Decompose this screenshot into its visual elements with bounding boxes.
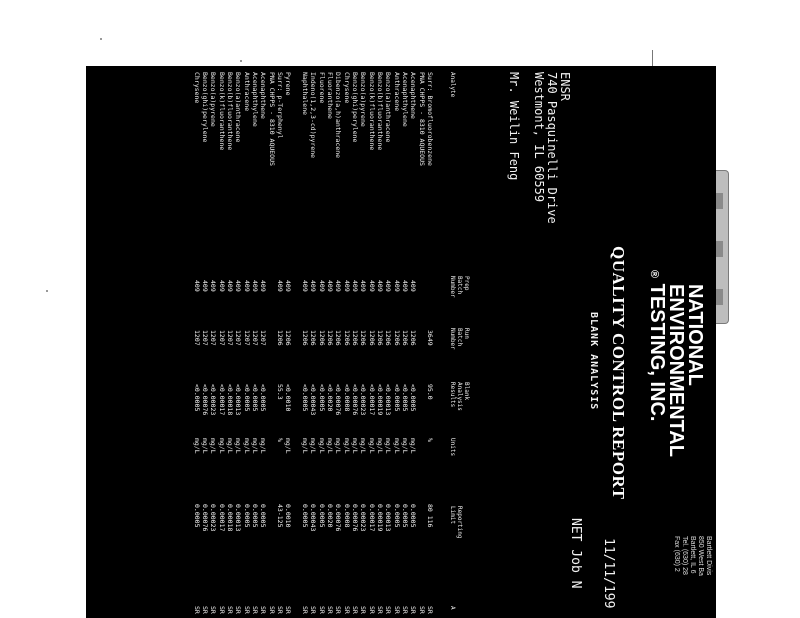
table-cell-p: 409 [326,280,335,292]
company-address-block [672,536,712,576]
binder-tab [714,170,729,324]
table-cell-a: Acenaphthylene [401,72,410,127]
table-cell-a: Benzo(b)fluoranthene [226,72,235,151]
scan-speck [100,38,102,40]
table-cell-b: <0.0010 [284,384,293,412]
table-cell-r: 1206 [309,330,318,346]
table-cell-r: 1207 [201,330,210,346]
col-header-blank-l1: Blank [463,382,470,401]
table-cell-x: SR [334,606,343,614]
table-cell-r: 1207 [251,330,260,346]
table-cell-u: mg/L [401,438,410,454]
table-cell-l: 0.0020 [326,504,335,528]
table-cell-p: 409 [301,280,310,292]
table-cell-a: Anthracene [392,72,401,112]
table-cell-a: Indeno(1,2,3-cd)pyrene [309,72,318,159]
table-cell-b: <0.00019 [376,384,385,416]
table-row [401,66,409,618]
table-row [351,66,359,618]
table-cell-a: Benzo(a)pyrene [359,72,368,127]
table-cell-p: 409 [251,280,260,292]
table-cell-p: 409 [351,280,360,292]
table-cell-u: mg/L [226,438,235,454]
table-cell-b: <0.00017 [367,384,376,416]
table-cell-b: <0.0005 [259,384,268,412]
table-cell-r: 1206 [284,330,293,346]
table-cell-p: 409 [384,280,393,292]
table-cell-r: 1206 [392,330,401,346]
table-cell-r: 1206 [342,330,351,346]
table-cell-r: 1206 [401,330,410,346]
table-cell-a: Benzo(a)pyrene [209,72,218,127]
table-cell-b: <0.0005 [251,384,260,412]
table-cell-l: 0.00019 [376,504,385,532]
table-cell-b: <0.00023 [359,384,368,416]
table-row [384,66,392,618]
client-line: 740 Pasquinelli Drive [545,72,559,224]
col-header-units: Units [449,438,456,457]
table-cell-b: <0.00076 [201,384,210,416]
report-subtitle: BLANK ANALYSIS [588,312,599,411]
table-cell-u: mg/L [251,438,260,454]
table-cell-x: SR [301,606,310,614]
table-cell-x: SR [376,606,385,614]
table-row [217,66,225,618]
table-cell-b: <0.00013 [234,384,243,416]
table-cell-r: 1206 [334,330,343,346]
table-cell-u: mg/L [242,438,251,454]
table-cell-u: mg/L [201,438,210,454]
table-cell-l: 0.00076 [334,504,343,532]
table-cell-u: mg/L [301,438,310,454]
table-row [259,66,267,618]
table-cell-p: 409 [242,280,251,292]
company-name-line2: ENVIRONMENTAL [665,284,687,457]
table-cell-p: 409 [317,280,326,292]
table-cell-x: SR [317,606,326,614]
table-cell-u: mg/L [409,438,418,454]
table-row [251,66,259,618]
table-cell-r: 1206 [326,330,335,346]
table-cell-a: Benzo(a)anthracene [234,72,243,143]
table-cell-x: SR [326,606,335,614]
table-cell-a: Chrysene [342,72,351,104]
scanned-report-page [86,66,716,618]
table-cell-a: Benzo(a)anthracene [384,72,393,143]
table-cell-l: 0.0010 [284,504,293,528]
table-cell-u: mg/L [359,438,368,454]
table-cell-a: Acenaphthene [259,72,268,119]
table-cell-l: 0.00076 [351,504,360,532]
table-cell-p: 409 [234,280,243,292]
table-cell-b: <0.0005 [392,384,401,412]
table-cell-r: 1207 [234,330,243,346]
table-cell-b: 95.0 [426,384,434,400]
table-cell-p: 409 [226,280,235,292]
table-cell-p: 409 [309,280,318,292]
address-line: 850 West Ba [697,536,704,576]
col-header-run [449,328,470,350]
client-contact: Mr. Weilin Feng [507,72,521,181]
table-cell-r: 1206 [351,330,360,346]
table-cell-u: mg/L [309,438,318,454]
table-cell-a: Benzo(k)fluoranthene [367,72,376,151]
table-cell-u: mg/L [284,438,293,454]
col-header-run-l1: Run [463,328,470,339]
table-cell-x: SR [201,606,210,614]
table-cell-l: 0.0005 [409,504,418,528]
address-line: Tel. (630) 28 [681,536,688,575]
table-row [359,66,367,618]
table-cell-x: SR [234,606,243,614]
table-cell-p: 409 [201,280,210,292]
col-header-blank-l2: Analysis [456,382,463,411]
address-line: Fax (630) 2 [673,536,680,572]
table-cell-l: 0.0005 [242,504,251,528]
table-cell-u: mg/L [217,438,226,454]
job-number: NET Job N [568,518,583,589]
table-cell-u: mg/L [234,438,243,454]
table-row [192,66,200,618]
table-cell-a: Fluoranthene [326,72,335,119]
col-header-reporting-l2: Limit [449,506,456,525]
table-cell-x: SR [342,606,351,614]
table-cell-x: SR [367,606,376,614]
table-cell-r: 1206 [301,330,310,346]
table-cell-p: 409 [342,280,351,292]
table-cell-p: 409 [217,280,226,292]
table-row [342,66,350,618]
registered-mark: ® [648,270,660,279]
table-row [334,66,342,618]
table-cell-l: 0.0005 [251,504,260,528]
table-cell-l: 0.0005 [401,504,410,528]
table-cell-a: Dibenzo(a,h)anthracene [334,72,343,159]
table-cell-u: % [276,438,285,442]
table-cell-a: Benzo(k)fluoranthene [217,72,226,151]
table-cell-r: 3649 [426,330,434,346]
table-cell-a: Anthracene [242,72,251,112]
col-header-analyte: Analyte [449,72,456,98]
company-name-line1: NATIONAL [684,284,706,386]
table-cell-b: <0.00043 [309,384,318,416]
table-row [234,66,242,618]
table-cell-l: 0.0005 [301,504,310,528]
col-header-prep [449,276,470,298]
col-header-blank-l3: Results [449,382,456,408]
table-cell-u: mg/L [259,438,268,454]
table-row [301,66,309,618]
col-header-reporting [449,506,463,539]
table-row [317,66,325,618]
table-row [376,66,384,618]
rotated-report-content [86,66,716,618]
table-cell-l: 0.00043 [309,504,318,532]
table-row [201,66,209,618]
table-row [209,66,217,618]
table-cell-b: <0.0005 [317,384,326,412]
table-cell-l: 0.00023 [359,504,368,532]
table-row [426,66,434,618]
table-cell-x: SR [276,606,285,614]
table-cell-p: 409 [409,280,418,292]
table-cell-u: mg/L [334,438,343,454]
table-cell-p: 409 [192,280,201,292]
table-cell-x: SR [384,606,393,614]
table-cell-x: SR [226,606,235,614]
table-cell-p: 409 [276,280,285,292]
table-cell-l: 80 116 [426,504,434,528]
table-row [392,66,400,618]
table-cell-x: SR [417,606,426,614]
table-cell-l: 43-125 [276,504,285,528]
table-row [409,66,417,618]
client-line: ENSR [558,72,572,101]
table-cell-p: 409 [392,280,401,292]
table-cell-u: mg/L [376,438,385,454]
scan-speck [240,60,242,62]
table-cell-a: Pyrene [284,72,293,96]
table-cell-a: Benzo(b)fluoranthene [376,72,385,151]
table-row [292,66,300,618]
table-cell-x: SR [409,606,418,614]
table-cell-x: SR [209,606,218,614]
table-cell-l: 0.0005 [192,504,201,528]
table-cell-r: 1207 [192,330,201,346]
table-cell-b: <0.0005 [242,384,251,412]
table-row [226,66,234,618]
scan-tick-mark [652,50,653,66]
table-row [367,66,375,618]
table-row [242,66,250,618]
table-cell-l: 0.0005 [317,504,326,528]
table-cell-r: 1206 [359,330,368,346]
table-cell-x: SR [242,606,251,614]
table-cell-l: 0.00017 [217,504,226,532]
table-cell-b: 55.3 [276,384,285,400]
table-cell-a: Acenaphthylene [251,72,260,127]
table-cell-r: 1207 [226,330,235,346]
table-cell-l: 0.0008 [342,504,351,528]
table-cell-a: PNA CHPPS - 8310 AQUEOUS [267,72,276,166]
table-cell-b: <0.00076 [351,384,360,416]
table-cell-x: SR [401,606,410,614]
table-cell-b: <0.0005 [401,384,410,412]
table-cell-u: mg/L [384,438,393,454]
table-cell-r: 1206 [409,330,418,346]
col-header-prep-l3: Number [449,276,456,298]
table-cell-l: 0.00013 [234,504,243,532]
table-cell-a: Surr: p-Terphenyl [276,72,285,139]
table-cell-x: SR [267,606,276,614]
table-cell-l: 0.0005 [392,504,401,528]
address-line: Bartlett, IL 6 [689,536,696,574]
table-row [276,66,284,618]
table-cell-b: <0.0005 [192,384,201,412]
table-cell-p: 409 [259,280,268,292]
table-cell-x: SR [309,606,318,614]
table-cell-b: <0.00017 [217,384,226,416]
table-cell-u: % [426,438,434,442]
table-cell-r: 1206 [384,330,393,346]
company-name-line3-text: TESTING, INC. [646,283,668,422]
table-cell-u: mg/L [317,438,326,454]
table-cell-a: Surr: Bromofluorobenzene [426,72,434,166]
table-cell-u: mg/L [209,438,218,454]
table-cell-l: 0.00013 [384,504,393,532]
table-cell-x: SR [217,606,226,614]
table-cell-a: Chrysene [192,72,201,104]
col-header-run-l2: Batch [456,328,463,347]
table-cell-x: SR [426,606,434,614]
table-cell-u: mg/L [351,438,360,454]
table-cell-l: 0.00017 [367,504,376,532]
table-cell-u: mg/L [392,438,401,454]
table-cell-r: 1206 [317,330,326,346]
table-cell-x: SR [192,606,201,614]
table-cell-x: SR [251,606,260,614]
col-header-blank [449,382,470,411]
table-row [417,66,425,618]
table-cell-r: 1207 [209,330,218,346]
col-header-prep-l2: Batch [456,276,463,295]
table-cell-r: 1207 [259,330,268,346]
table-cell-b: <0.0005 [409,384,418,412]
table-cell-a: Acenaphthene [409,72,418,119]
table-cell-l: 0.00018 [226,504,235,532]
table-row [326,66,334,618]
company-name-line3 [644,270,666,421]
table-cell-a: Fluorene [317,72,326,104]
table-cell-a: Benzo(ghi)perylene [351,72,360,143]
table-cell-u: mg/L [326,438,335,454]
table-cell-b: <0.00076 [334,384,343,416]
scan-speck [46,290,48,292]
table-cell-p: 409 [359,280,368,292]
table-cell-b: <0.0005 [301,384,310,412]
table-cell-l: 0.0005 [259,504,268,528]
table-cell-x: SR [284,606,293,614]
report-title: QUALITY CONTROL REPORT [609,246,628,500]
table-cell-p: 409 [284,280,293,292]
table-row [284,66,292,618]
client-line: Westmont, IL 60559 [532,72,546,203]
table-row [309,66,317,618]
table-cell-a: Naphthalene [301,72,310,116]
table-cell-u: mg/L [367,438,376,454]
table-cell-l: 0.00023 [209,504,218,532]
report-date: 11/11/199 [601,538,616,609]
table-cell-p: 409 [367,280,376,292]
table-cell-u: mg/L [342,438,351,454]
table-cell-r: 1206 [376,330,385,346]
table-cell-x: SR [259,606,268,614]
table-cell-r: 1207 [217,330,226,346]
table-cell-x: SR [351,606,360,614]
col-header-reporting-l1: Reporting [456,506,463,539]
table-cell-p: 409 [209,280,218,292]
table-row [267,66,275,618]
table-cell-b: <0.0020 [326,384,335,412]
table-cell-l: 0.00076 [201,504,210,532]
table-cell-b: <0.00018 [226,384,235,416]
table-cell-p: 409 [334,280,343,292]
table-cell-r: 1206 [276,330,285,346]
table-cell-x: SR [392,606,401,614]
table-cell-p: 409 [401,280,410,292]
table-cell-r: 1207 [242,330,251,346]
table-cell-b: <0.00023 [209,384,218,416]
table-cell-a: Benzo(ghi)perylene [201,72,210,143]
table-cell-p: 409 [376,280,385,292]
col-header-analyst: A [449,606,456,610]
table-cell-x: SR [359,606,368,614]
col-header-prep-l1: Prep [463,276,470,291]
address-line: Bartlett Divis [705,536,712,576]
table-cell-b: <0.00013 [384,384,393,416]
client-address [532,72,571,224]
table-cell-u: mg/L [192,438,201,454]
table-cell-b: <0.0008 [342,384,351,412]
table-cell-r: 1206 [367,330,376,346]
table-cell-a: PNA CHPPS - 8310 AQUEOUS [417,72,426,166]
col-header-run-l3: Number [449,328,456,350]
